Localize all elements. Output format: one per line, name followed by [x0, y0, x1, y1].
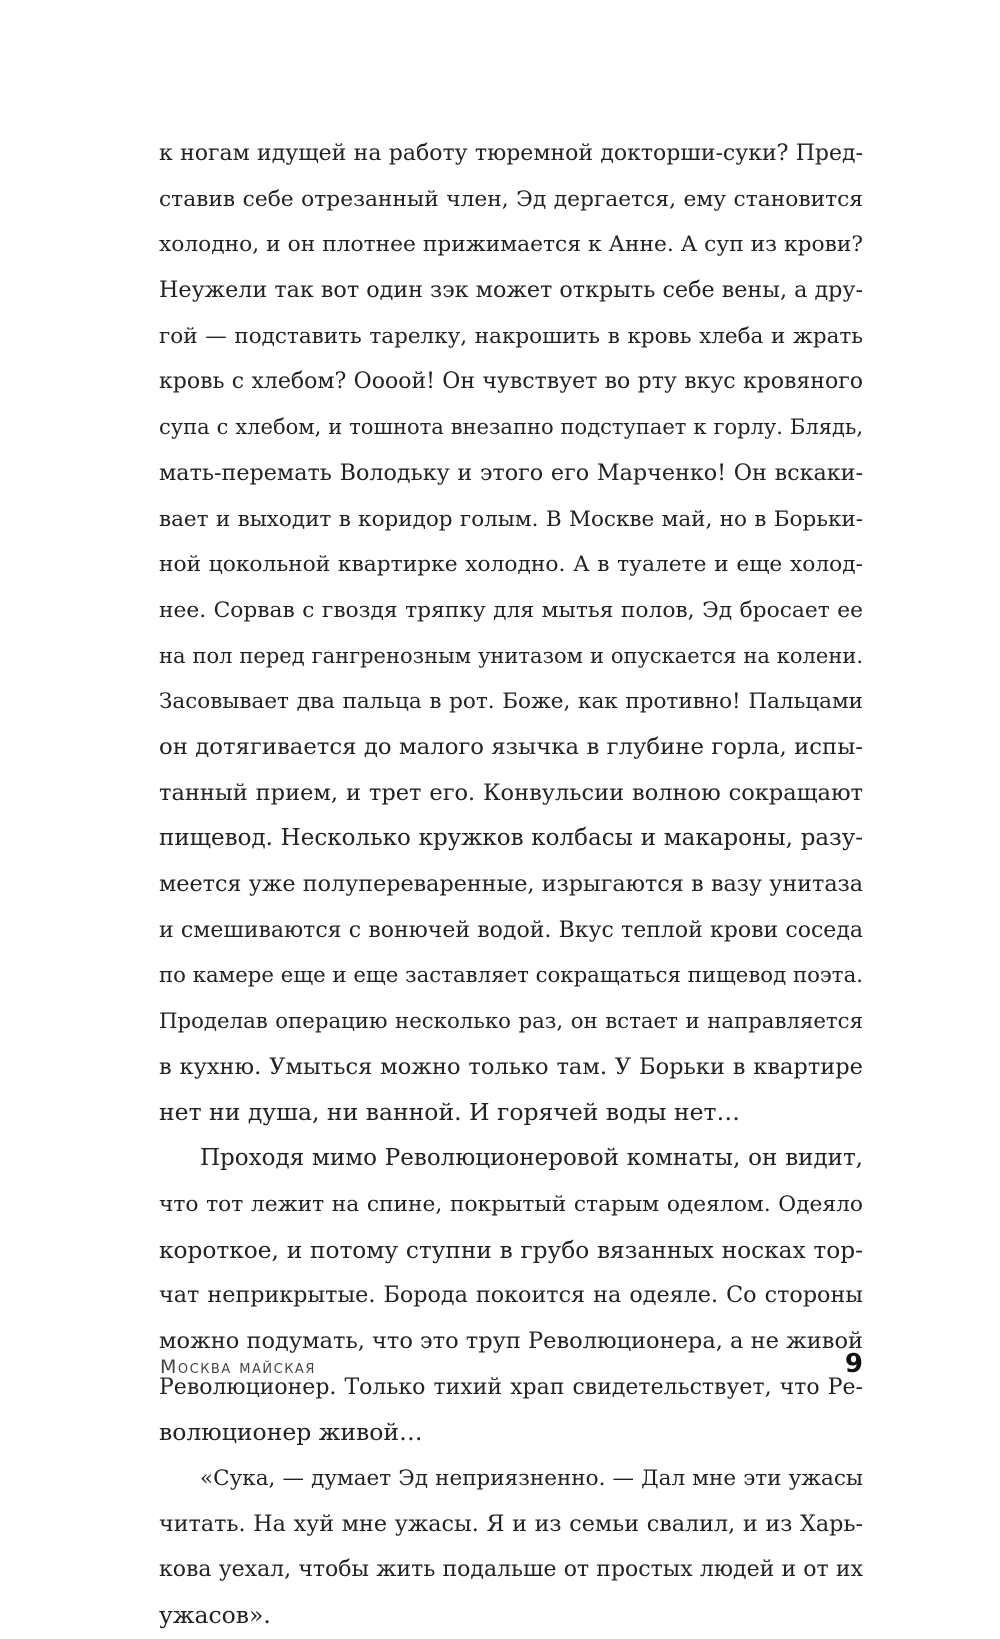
text-line: Неужели так вот один зэк может открыть себе вены, а дру-	[159, 277, 863, 304]
paragraph	[159, 1136, 863, 1456]
text-line: и смешиваются с вонючей водой. Вкус теплой крови соседа	[159, 917, 863, 943]
text-line: пищевод. Несколько кружков колбасы и макароны, разу-	[159, 825, 863, 852]
text-line: холодно, и он плотнее прижимается к Анне. А суп из крови?	[159, 232, 863, 258]
text-line: по камере еще и еще заставляет сокращаться пищевод поэта.	[159, 963, 863, 989]
text-line: Революционер. Только тихий храп свидетельствует, что Ре-	[159, 1374, 863, 1400]
text-line: нет ни душа, ни ванной. И горячей воды нет…	[159, 1098, 741, 1127]
text-line: «Сука, — думает Эд неприязненно. — Дал мне эти ужасы	[200, 1465, 863, 1491]
text-line: ной цокольной квартирке холодно. А в туалете и еще холод-	[159, 552, 863, 578]
text-line: можно подумать, что это труп Революционера, а не живой	[159, 1327, 863, 1354]
text-line: нее. Сорвав с гвоздя тряпку для мытья полов, Эд бросает ее	[159, 597, 863, 623]
text-line: волюционер живой…	[159, 1418, 423, 1447]
page-number: 9	[844, 1349, 863, 1379]
text-line: Проделав операцию несколько раз, он встает и направляется	[159, 1009, 863, 1035]
text-line: вает и выходит в коридор голым. В Москве май, но в Борьки-	[159, 506, 863, 532]
running-title: Москва майская	[160, 1356, 316, 1378]
text-line: меется уже полупереваренные, изрыгаются в вазу унитаза	[159, 871, 863, 897]
text-line: чат неприкрытые. Борода покоится на одеяле. Со стороны	[159, 1282, 863, 1309]
text-line: ставив себе отрезанный член, Эд дергается, ему становится	[159, 186, 863, 212]
text-line: танный прием, и трет его. Конвульсии волною сокращают	[159, 779, 863, 806]
body-text	[159, 131, 863, 1639]
text-line: кова уехал, чтобы жить подальше от простых людей и от их	[159, 1557, 863, 1583]
text-line: Проходя мимо Революционеровой комнаты, он видит,	[200, 1145, 863, 1172]
text-line: к ногам идущей на работу тюремной докторши-суки? Пред-	[159, 141, 863, 166]
text-line: супа с хлебом, и тошнота внезапно подступает к горлу. Блядь,	[159, 415, 863, 440]
paragraph	[159, 1456, 863, 1639]
text-line: мать-перемать Володьку и этого его Марченко! Он вскаки-	[159, 459, 863, 486]
text-line: на пол перед гангренозным унитазом и опускается на колени.	[159, 643, 863, 668]
text-line: что тот лежит на спине, покрытый старым одеялом. Одеяло	[159, 1191, 863, 1217]
text-line: кровь с хлебом? Оооой! Он чувствует во рту вкус кровяного	[159, 369, 863, 395]
text-line: в кухню. Умыться можно только там. У Борьки в квартире	[159, 1053, 863, 1080]
text-line: короткое, и потому ступни в грубо вязанных носках тор-	[159, 1236, 863, 1264]
text-line: ужасов».	[159, 1601, 271, 1629]
text-line: читать. На хуй мне ужасы. Я и из семьи свалил, и из Харь-	[159, 1510, 863, 1537]
paragraph	[159, 131, 863, 1136]
text-line: Засовывает два пальца в рот. Боже, как противно! Пальцами	[159, 689, 863, 715]
text-line: он дотягивается до малого язычка в глубине горла, испы-	[159, 733, 863, 760]
text-line: гой — подставить тарелку, накрошить в кровь хлеба и жрать	[159, 323, 863, 349]
